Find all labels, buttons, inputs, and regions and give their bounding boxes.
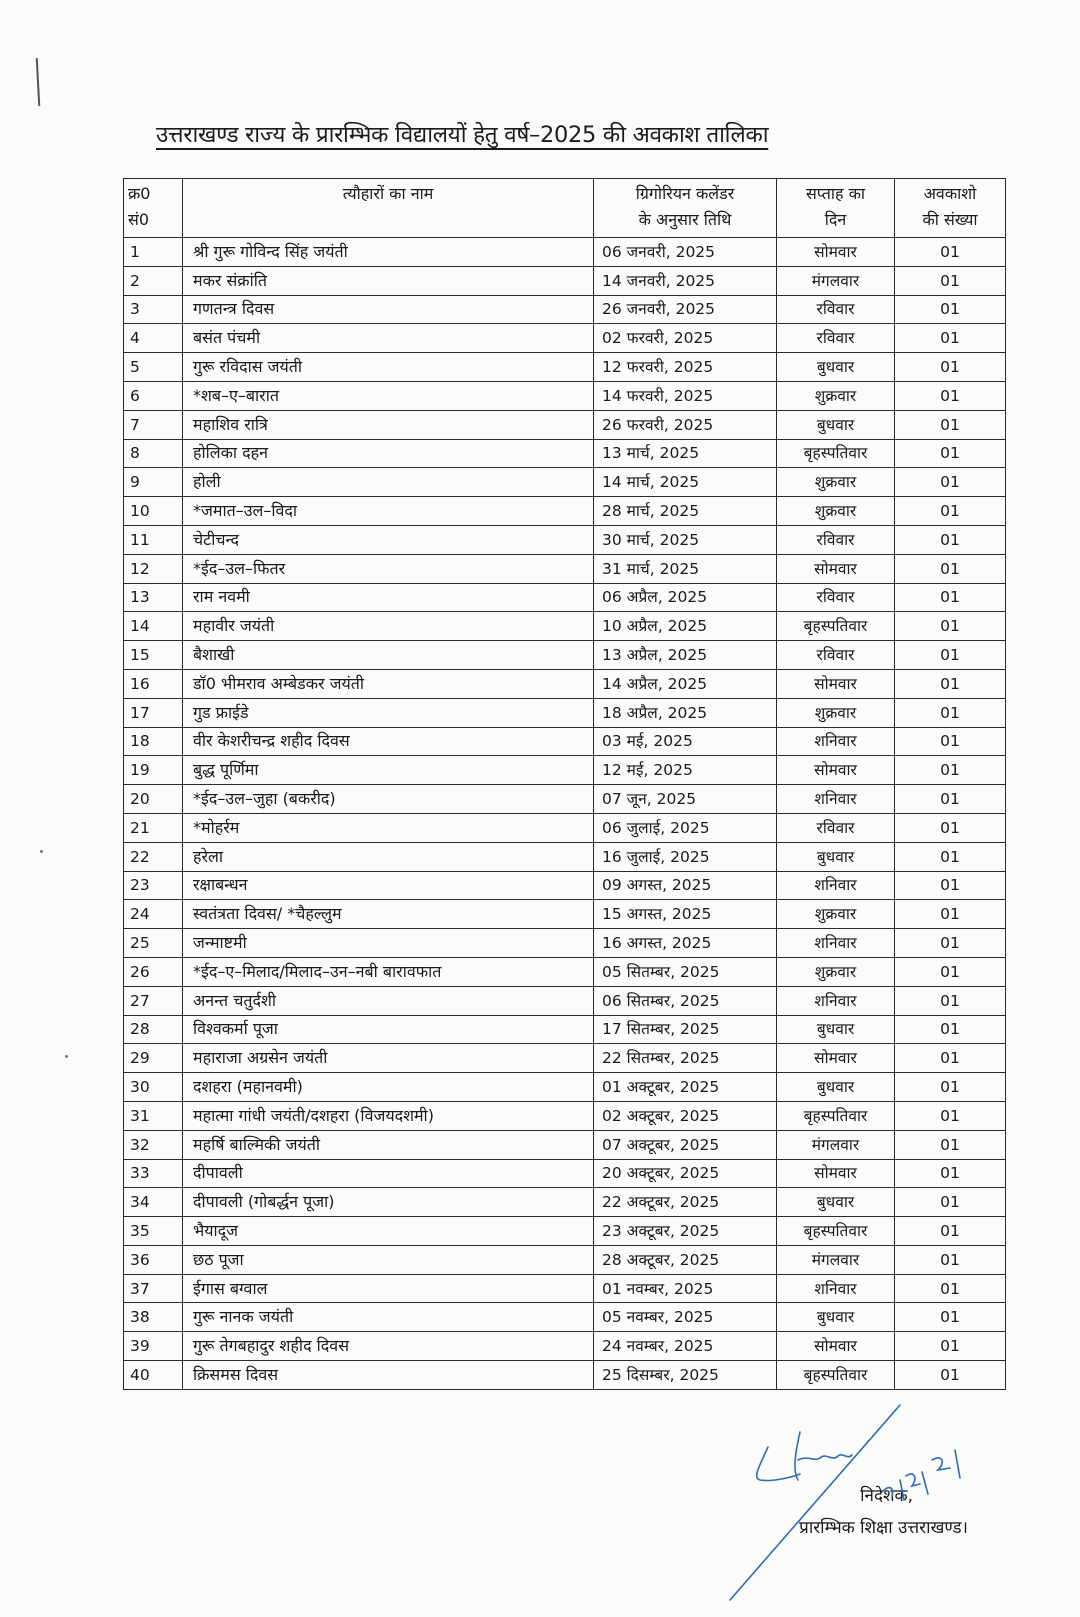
- cell-weekday: रविवार: [777, 813, 895, 842]
- cell-holiday-count: 01: [895, 439, 1006, 468]
- cell-date: 01 नवम्बर, 2025: [594, 1274, 777, 1303]
- cell-weekday: रविवार: [777, 324, 895, 353]
- cell-date: 07 जून, 2025: [594, 785, 777, 814]
- cell-holiday-count: 01: [895, 1073, 1006, 1102]
- cell-holiday-count: 01: [895, 554, 1006, 583]
- table-row: [124, 238, 1006, 267]
- cell-date: 22 सितम्बर, 2025: [594, 1044, 777, 1073]
- cell-festival-name: चेटीचन्द: [183, 525, 594, 554]
- table-row: [124, 381, 1006, 410]
- cell-holiday-count: 01: [895, 497, 1006, 526]
- cell-serial-number: 34: [124, 1188, 183, 1217]
- table-row: [124, 900, 1006, 929]
- cell-serial-number: 19: [124, 756, 183, 785]
- cell-festival-name: राम नवमी: [183, 583, 594, 612]
- table-row: [124, 756, 1006, 785]
- table-row: [124, 353, 1006, 382]
- table-row: [124, 468, 1006, 497]
- cell-holiday-count: 01: [895, 353, 1006, 382]
- cell-weekday: बुधवार: [777, 1015, 895, 1044]
- signature-stroke: [757, 1447, 800, 1481]
- cell-date: 23 अक्टूबर, 2025: [594, 1217, 777, 1246]
- cell-weekday: सोमवार: [777, 669, 895, 698]
- cell-holiday-count: 01: [895, 1130, 1006, 1159]
- table-row: [124, 1332, 1006, 1361]
- cell-holiday-count: 01: [895, 698, 1006, 727]
- cell-weekday: बुधवार: [777, 1073, 895, 1102]
- cell-festival-name: दीपावली: [183, 1159, 594, 1188]
- cell-holiday-count: 01: [895, 785, 1006, 814]
- cell-weekday: बुधवार: [777, 410, 895, 439]
- cell-holiday-count: 01: [895, 1044, 1006, 1073]
- cell-festival-name: बसंत पंचमी: [183, 324, 594, 353]
- cell-festival-name: गुरू रविदास जयंती: [183, 353, 594, 382]
- cell-serial-number: 18: [124, 727, 183, 756]
- cell-weekday: सोमवार: [777, 1044, 895, 1073]
- holiday-table: [123, 178, 1006, 1390]
- cell-festival-name: *मोहर्रम: [183, 813, 594, 842]
- cell-date: 18 अप्रैल, 2025: [594, 698, 777, 727]
- table-row: [124, 612, 1006, 641]
- cell-weekday: बृहस्पतिवार: [777, 439, 895, 468]
- cell-festival-name: श्री गुरू गोविन्द सिंह जयंती: [183, 238, 594, 267]
- cell-festival-name: छठ पूजा: [183, 1245, 594, 1274]
- cell-serial-number: 23: [124, 871, 183, 900]
- cell-holiday-count: 01: [895, 727, 1006, 756]
- table-row: [124, 410, 1006, 439]
- table-row: [124, 1015, 1006, 1044]
- cell-weekday: शनिवार: [777, 929, 895, 958]
- cell-serial-number: 39: [124, 1332, 183, 1361]
- cell-festival-name: महाशिव रात्रि: [183, 410, 594, 439]
- cell-weekday: शुक्रवार: [777, 698, 895, 727]
- cell-date: 05 नवम्बर, 2025: [594, 1303, 777, 1332]
- cell-festival-name: गणतन्त्र दिवस: [183, 295, 594, 324]
- cell-date: 26 फरवरी, 2025: [594, 410, 777, 439]
- cell-date: 12 मई, 2025: [594, 756, 777, 785]
- table-row: [124, 1188, 1006, 1217]
- cell-serial-number: 12: [124, 554, 183, 583]
- cell-serial-number: 24: [124, 900, 183, 929]
- cell-date: 14 मार्च, 2025: [594, 468, 777, 497]
- cell-serial-number: 25: [124, 929, 183, 958]
- header-gregorian-date: ग्रिगोरियन कलेंडर के अनुसार तिथि: [594, 179, 777, 238]
- cell-date: 06 जुलाई, 2025: [594, 813, 777, 842]
- cell-serial-number: 36: [124, 1245, 183, 1274]
- cell-weekday: मंगलवार: [777, 1130, 895, 1159]
- cell-date: 20 अक्टूबर, 2025: [594, 1159, 777, 1188]
- cell-date: 02 अक्टूबर, 2025: [594, 1101, 777, 1130]
- cell-serial-number: 32: [124, 1130, 183, 1159]
- signature-stroke: [795, 1432, 852, 1480]
- cell-holiday-count: 01: [895, 266, 1006, 295]
- signatory-designation: निदेशक,: [860, 1486, 913, 1506]
- cell-holiday-count: 01: [895, 381, 1006, 410]
- cell-weekday: रविवार: [777, 583, 895, 612]
- cell-festival-name: विश्वकर्मा पूजा: [183, 1015, 594, 1044]
- cell-weekday: शुक्रवार: [777, 381, 895, 410]
- cell-date: 28 अक्टूबर, 2025: [594, 1245, 777, 1274]
- table-row: [124, 698, 1006, 727]
- cell-serial-number: 27: [124, 986, 183, 1015]
- cell-date: 13 मार्च, 2025: [594, 439, 777, 468]
- cell-festival-name: ईगास बग्वाल: [183, 1274, 594, 1303]
- signatory-office: प्रारम्भिक शिक्षा उत्तराखण्ड।: [799, 1518, 968, 1538]
- cell-serial-number: 31: [124, 1101, 183, 1130]
- cell-festival-name: जन्माष्टमी: [183, 929, 594, 958]
- cell-festival-name: बैशाखी: [183, 641, 594, 670]
- cell-weekday: रविवार: [777, 525, 895, 554]
- header-serial-number: क्र0 सं0: [124, 179, 183, 238]
- table-row: [124, 1130, 1006, 1159]
- cell-festival-name: *ईद–उल–फितर: [183, 554, 594, 583]
- cell-serial-number: 7: [124, 410, 183, 439]
- cell-weekday: सोमवार: [777, 238, 895, 267]
- cell-holiday-count: 01: [895, 1015, 1006, 1044]
- cell-festival-name: क्रिसमस दिवस: [183, 1361, 594, 1390]
- cell-weekday: सोमवार: [777, 1159, 895, 1188]
- table-header-row: [124, 179, 1006, 238]
- cell-serial-number: 37: [124, 1274, 183, 1303]
- cell-serial-number: 33: [124, 1159, 183, 1188]
- cell-weekday: शनिवार: [777, 1274, 895, 1303]
- cell-date: 13 अप्रैल, 2025: [594, 641, 777, 670]
- cell-serial-number: 22: [124, 842, 183, 871]
- cell-holiday-count: 01: [895, 986, 1006, 1015]
- cell-serial-number: 6: [124, 381, 183, 410]
- cell-date: 09 अगस्त, 2025: [594, 871, 777, 900]
- table-row: [124, 266, 1006, 295]
- table-row: [124, 295, 1006, 324]
- cell-weekday: शनिवार: [777, 986, 895, 1015]
- cell-serial-number: 26: [124, 957, 183, 986]
- cell-date: 05 सितम्बर, 2025: [594, 957, 777, 986]
- cell-serial-number: 8: [124, 439, 183, 468]
- cell-date: 17 सितम्बर, 2025: [594, 1015, 777, 1044]
- table-row: [124, 669, 1006, 698]
- cell-date: 01 अक्टूबर, 2025: [594, 1073, 777, 1102]
- cell-festival-name: गुरू तेगबहादुर शहीद दिवस: [183, 1332, 594, 1361]
- cell-holiday-count: 01: [895, 1361, 1006, 1390]
- table-row: [124, 324, 1006, 353]
- document-title: उत्तराखण्ड राज्य के प्रारम्भिक विद्यालयों हेतु वर्ष–2025 की अवकाश तालिका: [156, 122, 769, 148]
- cell-serial-number: 5: [124, 353, 183, 382]
- cell-holiday-count: 01: [895, 612, 1006, 641]
- cell-festival-name: महर्षि बाल्मिकी जयंती: [183, 1130, 594, 1159]
- cell-holiday-count: 01: [895, 410, 1006, 439]
- table-row: [124, 641, 1006, 670]
- cell-weekday: बुधवार: [777, 1188, 895, 1217]
- cell-date: 16 अगस्त, 2025: [594, 929, 777, 958]
- cell-date: 06 सितम्बर, 2025: [594, 986, 777, 1015]
- table-row: [124, 1217, 1006, 1246]
- table-row: [124, 1101, 1006, 1130]
- cell-holiday-count: 01: [895, 1159, 1006, 1188]
- cell-weekday: बुधवार: [777, 1303, 895, 1332]
- cell-date: 31 मार्च, 2025: [594, 554, 777, 583]
- cell-date: 14 फरवरी, 2025: [594, 381, 777, 410]
- cell-date: 30 मार्च, 2025: [594, 525, 777, 554]
- cell-holiday-count: 01: [895, 238, 1006, 267]
- cell-date: 06 अप्रैल, 2025: [594, 583, 777, 612]
- cell-festival-name: बुद्ध पूर्णिमा: [183, 756, 594, 785]
- table-row: [124, 1044, 1006, 1073]
- table-row: [124, 1361, 1006, 1390]
- cell-festival-name: रक्षाबन्धन: [183, 871, 594, 900]
- table-row: [124, 842, 1006, 871]
- cell-festival-name: दशहरा (महानवमी): [183, 1073, 594, 1102]
- cell-serial-number: 16: [124, 669, 183, 698]
- cell-holiday-count: 01: [895, 871, 1006, 900]
- cell-weekday: शुक्रवार: [777, 468, 895, 497]
- cell-date: 15 अगस्त, 2025: [594, 900, 777, 929]
- cell-holiday-count: 01: [895, 1303, 1006, 1332]
- scan-speck: [40, 850, 43, 853]
- cell-serial-number: 29: [124, 1044, 183, 1073]
- table-row: [124, 1073, 1006, 1102]
- cell-festival-name: होली: [183, 468, 594, 497]
- cell-festival-name: महाराजा अग्रसेन जयंती: [183, 1044, 594, 1073]
- table-row: [124, 439, 1006, 468]
- cell-holiday-count: 01: [895, 525, 1006, 554]
- cell-date: 16 जुलाई, 2025: [594, 842, 777, 871]
- table-row: [124, 583, 1006, 612]
- cell-weekday: शनिवार: [777, 871, 895, 900]
- table-row: [124, 727, 1006, 756]
- cell-serial-number: 3: [124, 295, 183, 324]
- cell-holiday-count: 01: [895, 468, 1006, 497]
- cell-festival-name: *ईद–उल–जुहा (बकरीद): [183, 785, 594, 814]
- cell-festival-name: अनन्त चतुर्दशी: [183, 986, 594, 1015]
- cell-festival-name: वीर केशरीचन्द्र शहीद दिवस: [183, 727, 594, 756]
- cell-serial-number: 1: [124, 238, 183, 267]
- cell-festival-name: होलिका दहन: [183, 439, 594, 468]
- cell-weekday: सोमवार: [777, 554, 895, 583]
- cell-serial-number: 21: [124, 813, 183, 842]
- cell-festival-name: महावीर जयंती: [183, 612, 594, 641]
- cell-weekday: शुक्रवार: [777, 957, 895, 986]
- header-festival-name: त्यौहारों का नाम: [183, 179, 594, 238]
- cell-festival-name: गुरू नानक जयंती: [183, 1303, 594, 1332]
- table-row: [124, 986, 1006, 1015]
- cell-festival-name: डॉ0 भीमराव अम्बेडकर जयंती: [183, 669, 594, 698]
- cell-holiday-count: 01: [895, 900, 1006, 929]
- cell-holiday-count: 01: [895, 669, 1006, 698]
- cell-festival-name: महात्मा गांधी जयंती/दशहरा (विजयदशमी): [183, 1101, 594, 1130]
- table-row: [124, 1303, 1006, 1332]
- cell-holiday-count: 01: [895, 1217, 1006, 1246]
- cell-holiday-count: 01: [895, 1332, 1006, 1361]
- cell-festival-name: हरेला: [183, 842, 594, 871]
- cell-date: 12 फरवरी, 2025: [594, 353, 777, 382]
- cell-date: 03 मई, 2025: [594, 727, 777, 756]
- cell-festival-name: मकर संक्रांति: [183, 266, 594, 295]
- table-row: [124, 871, 1006, 900]
- cell-serial-number: 11: [124, 525, 183, 554]
- cell-weekday: बृहस्पतिवार: [777, 612, 895, 641]
- cell-weekday: बुधवार: [777, 353, 895, 382]
- cell-weekday: रविवार: [777, 295, 895, 324]
- cell-weekday: बृहस्पतिवार: [777, 1217, 895, 1246]
- table-row: [124, 813, 1006, 842]
- cell-weekday: सोमवार: [777, 1332, 895, 1361]
- cell-holiday-count: 01: [895, 813, 1006, 842]
- cell-date: 10 अप्रैल, 2025: [594, 612, 777, 641]
- cell-date: 14 अप्रैल, 2025: [594, 669, 777, 698]
- table-row: [124, 1245, 1006, 1274]
- table-row: [124, 1159, 1006, 1188]
- cell-date: 02 फरवरी, 2025: [594, 324, 777, 353]
- cell-holiday-count: 01: [895, 756, 1006, 785]
- table-row: [124, 525, 1006, 554]
- cell-date: 26 जनवरी, 2025: [594, 295, 777, 324]
- cell-date: 14 जनवरी, 2025: [594, 266, 777, 295]
- cell-weekday: शनिवार: [777, 785, 895, 814]
- scan-speck: [65, 1055, 68, 1058]
- table-body: [124, 238, 1006, 1390]
- table-row: [124, 554, 1006, 583]
- cell-weekday: शुक्रवार: [777, 900, 895, 929]
- margin-pen-mark: [36, 58, 41, 106]
- cell-holiday-count: 01: [895, 957, 1006, 986]
- cell-holiday-count: 01: [895, 1188, 1006, 1217]
- cell-festival-name: *शब–ए–बारात: [183, 381, 594, 410]
- cell-holiday-count: 01: [895, 1101, 1006, 1130]
- cell-serial-number: 17: [124, 698, 183, 727]
- cell-holiday-count: 01: [895, 842, 1006, 871]
- cell-holiday-count: 01: [895, 324, 1006, 353]
- cell-date: 07 अक्टूबर, 2025: [594, 1130, 777, 1159]
- cell-serial-number: 28: [124, 1015, 183, 1044]
- cell-festival-name: गुड फ्राईडे: [183, 698, 594, 727]
- cell-serial-number: 38: [124, 1303, 183, 1332]
- cell-holiday-count: 01: [895, 1245, 1006, 1274]
- cell-weekday: बृहस्पतिवार: [777, 1101, 895, 1130]
- cell-holiday-count: 01: [895, 583, 1006, 612]
- cell-holiday-count: 01: [895, 929, 1006, 958]
- cell-date: 24 नवम्बर, 2025: [594, 1332, 777, 1361]
- table-row: [124, 957, 1006, 986]
- cell-serial-number: 4: [124, 324, 183, 353]
- cell-festival-name: दीपावली (गोबर्द्धन पूजा): [183, 1188, 594, 1217]
- cell-holiday-count: 01: [895, 1274, 1006, 1303]
- cell-serial-number: 30: [124, 1073, 183, 1102]
- cell-holiday-count: 01: [895, 295, 1006, 324]
- cell-serial-number: 9: [124, 468, 183, 497]
- table-row: [124, 497, 1006, 526]
- cell-festival-name: *जमात–उल–विदा: [183, 497, 594, 526]
- cell-serial-number: 2: [124, 266, 183, 295]
- cell-weekday: मंगलवार: [777, 1245, 895, 1274]
- cell-serial-number: 14: [124, 612, 183, 641]
- cell-festival-name: स्वतंत्रता दिवस/ *चैहल्लुम: [183, 900, 594, 929]
- table-row: [124, 929, 1006, 958]
- cell-date: 28 मार्च, 2025: [594, 497, 777, 526]
- cell-serial-number: 20: [124, 785, 183, 814]
- header-weekday: सप्ताह का दिन: [777, 179, 895, 238]
- cell-weekday: सोमवार: [777, 756, 895, 785]
- cell-date: 22 अक्टूबर, 2025: [594, 1188, 777, 1217]
- cell-serial-number: 40: [124, 1361, 183, 1390]
- cell-weekday: बृहस्पतिवार: [777, 1361, 895, 1390]
- cell-serial-number: 35: [124, 1217, 183, 1246]
- table-row: [124, 1274, 1006, 1303]
- header-holiday-count: अवकाशो की संख्या: [895, 179, 1006, 238]
- cell-serial-number: 15: [124, 641, 183, 670]
- cell-serial-number: 13: [124, 583, 183, 612]
- cell-holiday-count: 01: [895, 641, 1006, 670]
- cell-date: 06 जनवरी, 2025: [594, 238, 777, 267]
- cell-date: 25 दिसम्बर, 2025: [594, 1361, 777, 1390]
- cell-festival-name: *ईद–ए–मिलाद/मिलाद–उन–नबी बारावफात: [183, 957, 594, 986]
- cell-weekday: रविवार: [777, 641, 895, 670]
- cell-festival-name: भैयादूज: [183, 1217, 594, 1246]
- cell-weekday: शनिवार: [777, 727, 895, 756]
- cell-serial-number: 10: [124, 497, 183, 526]
- table-row: [124, 785, 1006, 814]
- cell-weekday: बुधवार: [777, 842, 895, 871]
- cell-weekday: शुक्रवार: [777, 497, 895, 526]
- signature-ink: [730, 1405, 960, 1600]
- cell-weekday: मंगलवार: [777, 266, 895, 295]
